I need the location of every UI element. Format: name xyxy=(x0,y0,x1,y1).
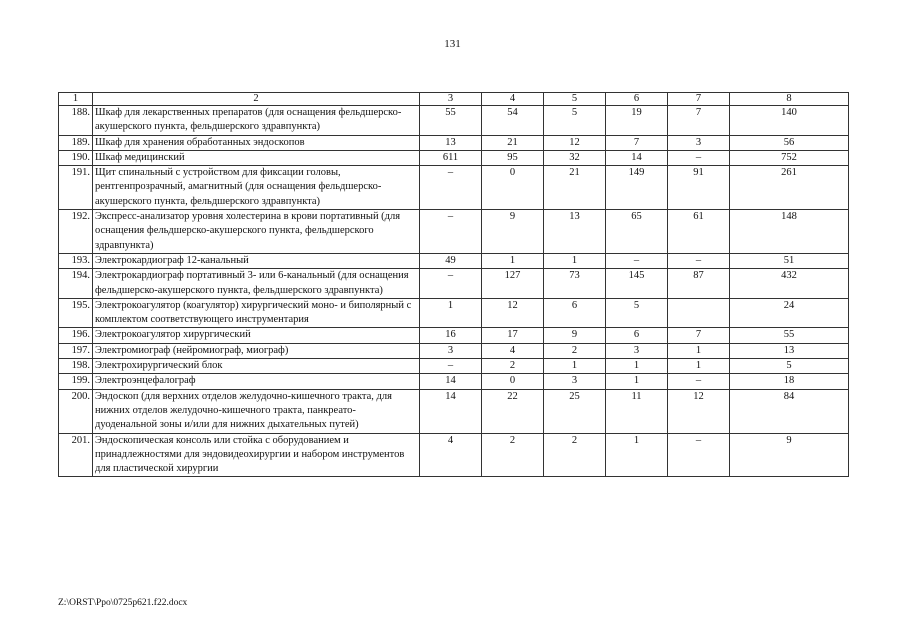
file-path-footer: Z:\ORST\Ppo\0725p621.f22.docx xyxy=(58,598,188,608)
quantity-value: 4 xyxy=(482,343,544,358)
table-row xyxy=(59,150,849,165)
quantity-value: 14 xyxy=(420,389,482,433)
row-number: 188. xyxy=(59,106,93,136)
equipment-name: Эндоскопическая консоль или стойка с оборудованием и принадлежностями для эндовидеохирургии и набором инструментов для пластической хирургии xyxy=(93,433,420,477)
row-number: 195. xyxy=(59,298,93,328)
table-row xyxy=(59,106,849,136)
quantity-value: 0 xyxy=(482,374,544,389)
quantity-value: 13 xyxy=(544,210,606,254)
row-number: 189. xyxy=(59,135,93,150)
quantity-value: 1 xyxy=(420,298,482,328)
quantity-value: 54 xyxy=(482,106,544,136)
quantity-value: 3 xyxy=(420,343,482,358)
quantity-value: 55 xyxy=(420,106,482,136)
quantity-value: 25 xyxy=(544,389,606,433)
column-header: 6 xyxy=(606,93,668,106)
equipment-name: Экспресс-анализатор уровня холестерина в крови портативный (для оснащения фельдшерско-акушерского пункта, фельдшерского здравпункта) xyxy=(93,210,420,254)
column-header: 3 xyxy=(420,93,482,106)
table-row xyxy=(59,389,849,433)
quantity-value: 19 xyxy=(606,106,668,136)
quantity-value: 0 xyxy=(482,166,544,210)
quantity-value xyxy=(668,298,730,328)
equipment-table xyxy=(58,92,849,477)
equipment-name: Электрокоагулятор (коагулятор) хирургический моно- и биполярный с комплектом соответствующего инструментария xyxy=(93,298,420,328)
total-value: 84 xyxy=(730,389,849,433)
table-row xyxy=(59,328,849,343)
quantity-value: 5 xyxy=(544,106,606,136)
quantity-value: 9 xyxy=(482,210,544,254)
quantity-value: 1 xyxy=(668,359,730,374)
quantity-value: 3 xyxy=(606,343,668,358)
quantity-value: 21 xyxy=(482,135,544,150)
quantity-value: 17 xyxy=(482,328,544,343)
total-value: 13 xyxy=(730,343,849,358)
equipment-name: Электрокоагулятор хирургический xyxy=(93,328,420,343)
column-header: 2 xyxy=(93,93,420,106)
total-value: 51 xyxy=(730,253,849,268)
quantity-value: 1 xyxy=(606,359,668,374)
quantity-value: 22 xyxy=(482,389,544,433)
quantity-value: – xyxy=(606,253,668,268)
column-header: 7 xyxy=(668,93,730,106)
equipment-name: Электромиограф (нейромиограф, миограф) xyxy=(93,343,420,358)
total-value: 148 xyxy=(730,210,849,254)
quantity-value: 4 xyxy=(420,433,482,477)
quantity-value: 73 xyxy=(544,269,606,299)
quantity-value: 7 xyxy=(606,135,668,150)
quantity-value: 49 xyxy=(420,253,482,268)
quantity-value: – xyxy=(668,374,730,389)
row-number: 197. xyxy=(59,343,93,358)
total-value: 432 xyxy=(730,269,849,299)
quantity-value: 3 xyxy=(668,135,730,150)
row-number: 193. xyxy=(59,253,93,268)
column-header: 1 xyxy=(59,93,93,106)
quantity-value: 611 xyxy=(420,150,482,165)
row-number: 190. xyxy=(59,150,93,165)
equipment-name: Эндоскоп (для верхних отделов желудочно-кишечного тракта, для нижних отделов желудочно-кишечного тракта, панкреато-дуоденальной зоны и/или для нижних дыхательных путей) xyxy=(93,389,420,433)
total-value: 24 xyxy=(730,298,849,328)
row-number: 200. xyxy=(59,389,93,433)
table-row xyxy=(59,359,849,374)
quantity-value: 61 xyxy=(668,210,730,254)
quantity-value: 1 xyxy=(606,374,668,389)
quantity-value: 5 xyxy=(606,298,668,328)
quantity-value: 7 xyxy=(668,106,730,136)
quantity-value: 2 xyxy=(482,359,544,374)
table-row xyxy=(59,374,849,389)
quantity-value: 14 xyxy=(420,374,482,389)
row-number: 201. xyxy=(59,433,93,477)
quantity-value: 145 xyxy=(606,269,668,299)
equipment-name: Электрокардиограф 12-канальный xyxy=(93,253,420,268)
table-row xyxy=(59,253,849,268)
quantity-value: 3 xyxy=(544,374,606,389)
total-value: 18 xyxy=(730,374,849,389)
total-value: 56 xyxy=(730,135,849,150)
quantity-value: 127 xyxy=(482,269,544,299)
equipment-name: Щит спинальный с устройством для фиксации головы, рентгенпрозрачный, амагнитный (для оснащения фельдшерско-акушерского пункта, фельдшерского здравпункта) xyxy=(93,166,420,210)
quantity-value: 12 xyxy=(544,135,606,150)
quantity-value: 1 xyxy=(544,253,606,268)
quantity-value: 65 xyxy=(606,210,668,254)
quantity-value: 95 xyxy=(482,150,544,165)
equipment-name: Шкаф медицинский xyxy=(93,150,420,165)
table-row xyxy=(59,343,849,358)
table-row xyxy=(59,298,849,328)
page-number: 131 xyxy=(444,38,461,50)
row-number: 192. xyxy=(59,210,93,254)
table-row xyxy=(59,166,849,210)
column-number-row xyxy=(59,93,849,106)
quantity-value: 7 xyxy=(668,328,730,343)
quantity-value: 14 xyxy=(606,150,668,165)
quantity-value: 6 xyxy=(606,328,668,343)
equipment-name: Шкаф для лекарственных препаратов (для оснащения фельдшерско-акушерского пункта, фельдшерского здравпункта) xyxy=(93,106,420,136)
equipment-name: Электрохирургический блок xyxy=(93,359,420,374)
column-header: 5 xyxy=(544,93,606,106)
total-value: 752 xyxy=(730,150,849,165)
total-value: 261 xyxy=(730,166,849,210)
row-number: 198. xyxy=(59,359,93,374)
quantity-value: 2 xyxy=(544,343,606,358)
quantity-value: 2 xyxy=(482,433,544,477)
quantity-value: 1 xyxy=(606,433,668,477)
quantity-value: – xyxy=(420,166,482,210)
total-value: 9 xyxy=(730,433,849,477)
table-row xyxy=(59,433,849,477)
quantity-value: 16 xyxy=(420,328,482,343)
quantity-value: – xyxy=(668,150,730,165)
row-number: 196. xyxy=(59,328,93,343)
row-number: 194. xyxy=(59,269,93,299)
quantity-value: 91 xyxy=(668,166,730,210)
row-number: 191. xyxy=(59,166,93,210)
quantity-value: 32 xyxy=(544,150,606,165)
quantity-value: 2 xyxy=(544,433,606,477)
column-header: 4 xyxy=(482,93,544,106)
quantity-value: 6 xyxy=(544,298,606,328)
quantity-value: 1 xyxy=(544,359,606,374)
quantity-value: 9 xyxy=(544,328,606,343)
equipment-name: Электрокардиограф портативный 3- или 6-канальный (для оснащения фельдшерско-акушерского пункта, фельдшерского здравпункта) xyxy=(93,269,420,299)
quantity-value: 87 xyxy=(668,269,730,299)
quantity-value: 1 xyxy=(668,343,730,358)
quantity-value: 21 xyxy=(544,166,606,210)
quantity-value: 1 xyxy=(482,253,544,268)
quantity-value: 13 xyxy=(420,135,482,150)
total-value: 5 xyxy=(730,359,849,374)
quantity-value: – xyxy=(420,269,482,299)
total-value: 55 xyxy=(730,328,849,343)
quantity-value: – xyxy=(420,359,482,374)
quantity-value: 12 xyxy=(482,298,544,328)
row-number: 199. xyxy=(59,374,93,389)
total-value: 140 xyxy=(730,106,849,136)
table-row xyxy=(59,269,849,299)
equipment-name: Электроэнцефалограф xyxy=(93,374,420,389)
table-body xyxy=(59,93,849,477)
equipment-name: Шкаф для хранения обработанных эндоскопов xyxy=(93,135,420,150)
table-row xyxy=(59,135,849,150)
quantity-value: – xyxy=(668,433,730,477)
quantity-value: – xyxy=(668,253,730,268)
quantity-value: – xyxy=(420,210,482,254)
column-header: 8 xyxy=(730,93,849,106)
table-row xyxy=(59,210,849,254)
quantity-value: 12 xyxy=(668,389,730,433)
quantity-value: 149 xyxy=(606,166,668,210)
quantity-value: 11 xyxy=(606,389,668,433)
